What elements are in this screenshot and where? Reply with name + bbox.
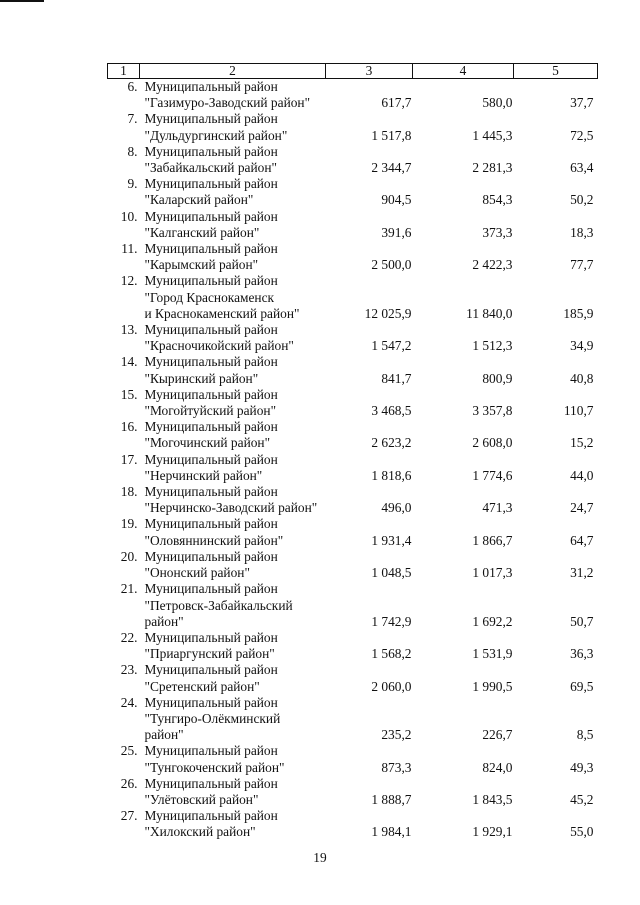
value-col-5: 72,5 <box>570 127 594 143</box>
value-col-5: 37,7 <box>570 95 594 111</box>
value-col-4: 580,0 <box>482 95 513 111</box>
table-row <box>108 79 598 112</box>
row-number: 6. <box>127 79 138 94</box>
value-col-3: 1 888,7 <box>371 791 412 807</box>
district-name: Муниципальный район "Могойтуйский район" <box>144 386 278 419</box>
row-number: 20. <box>120 548 138 564</box>
district-name: Муниципальный район "Нерчинско-Заводский район" <box>144 484 318 516</box>
row-number: 22. <box>120 629 138 645</box>
row-number: 25. <box>120 743 138 759</box>
value-col-4: 1 512,3 <box>472 338 513 354</box>
table-row <box>108 695 598 744</box>
row-number: 16. <box>120 419 138 435</box>
district-name: Муниципальный район "Приаргунский район" <box>144 629 278 662</box>
table-body <box>108 79 598 841</box>
value-col-3: 235,2 <box>381 727 412 743</box>
value-col-4: 1 990,5 <box>472 678 513 694</box>
value-col-4: 2 281,3 <box>472 160 513 176</box>
value-col-5: 24,7 <box>570 500 594 516</box>
budget-table-container <box>107 63 597 841</box>
district-name: Муниципальный район "Забайкальский район" <box>144 143 278 176</box>
value-col-3: 873,3 <box>381 759 412 775</box>
district-name: Муниципальный район "Красночикойский район" <box>144 322 294 354</box>
value-col-4: 2 608,0 <box>472 435 513 451</box>
table-row <box>108 516 598 548</box>
value-col-5: 49,3 <box>570 759 594 775</box>
value-col-3: 1 568,2 <box>371 646 412 662</box>
value-col-4: 373,3 <box>482 224 513 240</box>
header-row <box>108 64 598 79</box>
district-name: Муниципальный район "Кыринский район" <box>144 354 278 386</box>
column-header-4: 4 <box>413 64 514 79</box>
value-col-4: 824,0 <box>482 759 513 775</box>
value-col-4: 1 774,6 <box>472 467 513 483</box>
value-col-4: 3 357,8 <box>472 403 513 419</box>
value-col-3: 496,0 <box>381 500 412 516</box>
district-name: Муниципальный район "Сретенский район" <box>144 662 278 694</box>
table-row <box>108 581 598 630</box>
row-number: 17. <box>120 451 138 467</box>
row-number: 14. <box>120 354 138 370</box>
row-number: 8. <box>127 143 138 159</box>
value-col-3: 617,7 <box>381 95 412 111</box>
value-col-3: 1 048,5 <box>371 565 412 581</box>
value-col-5: 50,2 <box>570 192 594 208</box>
value-col-4: 1 866,7 <box>472 532 513 548</box>
value-col-5: 8,5 <box>576 727 594 743</box>
value-col-3: 1 984,1 <box>371 824 412 840</box>
row-number: 7. <box>127 111 138 127</box>
value-col-3: 1 517,8 <box>371 127 412 143</box>
table-row <box>108 241 598 273</box>
value-col-5: 55,0 <box>570 824 594 840</box>
table-row <box>108 549 598 581</box>
row-number: 18. <box>120 484 138 500</box>
district-name: Муниципальный район "Хилокский район" <box>144 808 278 840</box>
table-row <box>108 111 598 143</box>
value-col-5: 40,8 <box>570 370 594 386</box>
table-row <box>108 322 598 354</box>
district-name: Муниципальный район "Могочинский район" <box>144 419 278 451</box>
district-name: Муниципальный район "Петровск-Забайкальский район" <box>144 581 293 629</box>
value-col-5: 45,2 <box>570 791 594 807</box>
table-row <box>108 273 598 322</box>
district-name: Муниципальный район "Улётовский район" <box>144 775 278 807</box>
value-col-5: 110,7 <box>563 403 594 419</box>
value-col-4: 1 445,3 <box>472 127 513 143</box>
row-number: 9. <box>127 176 138 192</box>
row-number: 26. <box>120 775 138 791</box>
table-header <box>108 64 598 79</box>
value-col-3: 2 344,7 <box>371 160 412 176</box>
table-row <box>108 144 598 176</box>
column-header-3: 3 <box>326 64 413 79</box>
value-col-4: 800,9 <box>482 370 513 386</box>
table-row <box>108 176 598 208</box>
value-col-4: 854,3 <box>482 192 513 208</box>
value-col-5: 77,7 <box>570 257 594 273</box>
row-number: 10. <box>120 208 138 224</box>
value-col-5: 50,7 <box>570 613 594 629</box>
value-col-3: 1 547,2 <box>371 338 412 354</box>
row-number: 11. <box>121 241 138 257</box>
value-col-5: 34,9 <box>570 338 594 354</box>
value-col-3: 1 931,4 <box>371 532 412 548</box>
row-number: 27. <box>120 808 138 824</box>
district-name: Муниципальный район "Оловяннинский район" <box>144 516 284 548</box>
value-col-3: 12 025,9 <box>364 305 412 321</box>
value-col-4: 1 843,5 <box>472 791 513 807</box>
value-col-3: 2 060,0 <box>371 678 412 694</box>
table-row <box>108 630 598 662</box>
value-col-5: 185,9 <box>563 305 594 321</box>
value-col-5: 64,7 <box>570 532 594 548</box>
district-name: Муниципальный район "Дульдургинский район" <box>144 111 288 143</box>
value-col-4: 1 692,2 <box>472 613 513 629</box>
value-col-5: 36,3 <box>570 646 594 662</box>
row-number: 21. <box>120 581 138 597</box>
district-name: Муниципальный район "Карымский район" <box>144 241 278 273</box>
value-col-5: 44,0 <box>570 467 594 483</box>
value-col-3: 1 818,6 <box>371 467 412 483</box>
table-row <box>108 662 598 694</box>
table-row <box>108 209 598 241</box>
column-header-1: 1 <box>108 64 140 79</box>
value-col-4: 226,7 <box>482 727 513 743</box>
value-col-4: 2 422,3 <box>472 257 513 273</box>
column-header-5: 5 <box>514 64 598 79</box>
district-name: Муниципальный район "Калганский район" <box>144 208 278 240</box>
table-row <box>108 354 598 386</box>
value-col-4: 1 929,1 <box>472 824 513 840</box>
table-row <box>108 484 598 516</box>
value-col-3: 3 468,5 <box>371 403 412 419</box>
value-col-3: 391,6 <box>381 224 412 240</box>
budget-table <box>107 63 598 841</box>
value-col-3: 2 500,0 <box>371 257 412 273</box>
row-number: 12. <box>120 273 138 289</box>
district-name: Муниципальный район "Каларский район" <box>144 176 278 208</box>
district-name: Муниципальный район "Город Краснокаменск и Краснокаменский район" <box>144 273 300 321</box>
table-row <box>108 452 598 484</box>
row-number: 23. <box>120 662 138 678</box>
corner-rule <box>0 0 44 2</box>
value-col-3: 841,7 <box>381 370 412 386</box>
value-col-3: 2 623,2 <box>371 435 412 451</box>
district-name: Муниципальный район "Тунгокоченский район" <box>144 743 285 775</box>
value-col-5: 18,3 <box>570 224 594 240</box>
value-col-4: 1 017,3 <box>472 565 513 581</box>
value-col-5: 63,4 <box>570 160 594 176</box>
value-col-5: 69,5 <box>570 678 594 694</box>
table-row <box>108 419 598 451</box>
row-number: 15. <box>120 386 138 402</box>
value-col-4: 11 840,0 <box>466 305 513 321</box>
value-col-3: 1 742,9 <box>371 613 412 629</box>
row-number: 13. <box>120 322 138 338</box>
district-name: Муниципальный район "Нерчинский район" <box>144 451 278 483</box>
page-number: 19 <box>313 850 327 865</box>
table-row <box>108 387 598 419</box>
row-number: 24. <box>120 694 138 710</box>
value-col-5: 31,2 <box>570 565 594 581</box>
district-name: Муниципальный район "Газимуро-Заводский район" <box>144 79 311 111</box>
table-row <box>108 743 598 775</box>
district-name: Муниципальный район "Тунгиро-Олёкминский район" <box>144 694 281 743</box>
value-col-4: 471,3 <box>482 500 513 516</box>
value-col-5: 15,2 <box>570 435 594 451</box>
table-row <box>108 808 598 840</box>
row-number: 19. <box>120 516 138 532</box>
table-row <box>108 776 598 808</box>
column-header-2: 2 <box>140 64 326 79</box>
district-name: Муниципальный район "Ононский район" <box>144 548 278 581</box>
value-col-3: 904,5 <box>381 192 412 208</box>
value-col-4: 1 531,9 <box>472 646 513 662</box>
